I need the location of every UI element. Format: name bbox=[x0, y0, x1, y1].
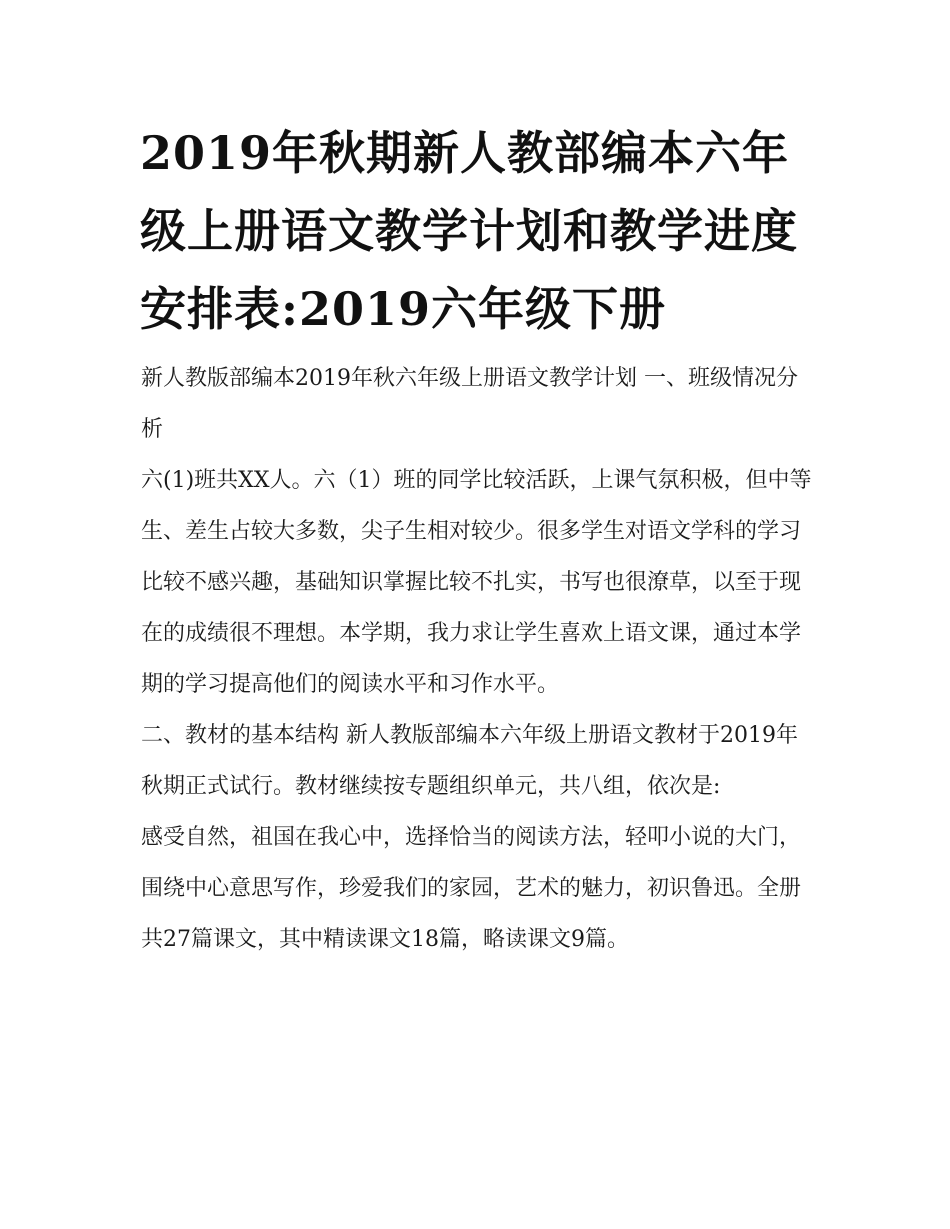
paragraph-class-analysis: 六(1)班共XX人。六（1）班的同学比较活跃，上课气氛积极，但中等生、差生占较大多数，尖子生相对较少。很多学生对语文学科的学习比较不感兴趣，基础知识掌握比较不扎实，书写也很潦草，以至于现在的成绩很不理想。本学期，我力求让学生喜欢上语文课，通过本学期的学习提高他们的阅读水平和习作水平。 bbox=[141, 468, 812, 697]
paragraph-class-analysis-heading: 新人教版部编本2019年秋六年级上册语文教学计划 一、班级情况分析 bbox=[141, 366, 798, 442]
paragraph-unit-topics: 感受自然，祖国在我心中，选择恰当的阅读方法，轻叩小说的大门，围绕中心意思写作，珍爱我们的家园，艺术的魅力，初识鲁迅。全册共27篇课文，其中精读课文18篇，略读课文9篇。 bbox=[141, 825, 802, 952]
paragraph-textbook-structure: 二、教材的基本结构 新人教版部编本六年级上册语文教材于2019年秋期正式试行。教材继续按专题组织单元，共八组，依次是: bbox=[141, 723, 798, 799]
document-title: 2019年秋期新人教部编本六年级上册语文教学计划和教学进度安排表:2019六年级下册 bbox=[140, 126, 798, 336]
document-body bbox=[141, 353, 816, 965]
